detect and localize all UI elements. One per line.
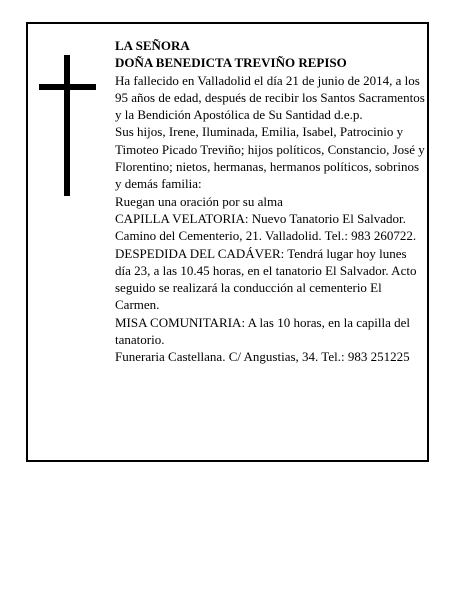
death-announcement: Ha fallecido en Valladolid el día 21 de junio de 2014, a los 95 años de edad, después de recibir los Santos Sacramentos y la Bendición Apostólica de Su Santidad d.e.p. [115,72,425,123]
obituary-text [115,37,425,366]
wake-chapel-info: CAPILLA VELATORIA: Nuevo Tanatorio El Salvador. Camino del Cementerio, 21. Valladolid. Tel.: 983 260722. [115,210,417,244]
mass-info: MISA COMUNITARIA: A las 10 horas, en la capilla del tanatorio. [115,314,411,348]
funeral-home-info: Funeraria Castellana. C/ Angustias, 34. Tel.: 983 251225 [115,349,410,365]
cross-horizontal-bar [39,84,96,90]
notice-title: LA SEÑORA [115,38,190,53]
prayer-request: Ruegan una oración por su alma [115,193,283,209]
family-list: Sus hijos, Irene, Iluminada, Emilia, Isabel, Patrocinio y Timoteo Picado Treviño; hijos políticos, Constancio, José y Florentino; nietos, hermanas, hermanos políticos, sobrinos y demás familia: [115,124,425,192]
farewell-info: DESPEDIDA DEL CADÁVER: Tendrá lugar hoy lunes día 23, a las 10.45 horas, en el tanatorio El Salvador. Acto seguido se realizará la conducción al cementerio El Carmen. [115,245,417,313]
deceased-name: DOÑA BENEDICTA TREVIÑO REPISO [115,55,347,71]
cross-vertical-bar [64,55,70,196]
